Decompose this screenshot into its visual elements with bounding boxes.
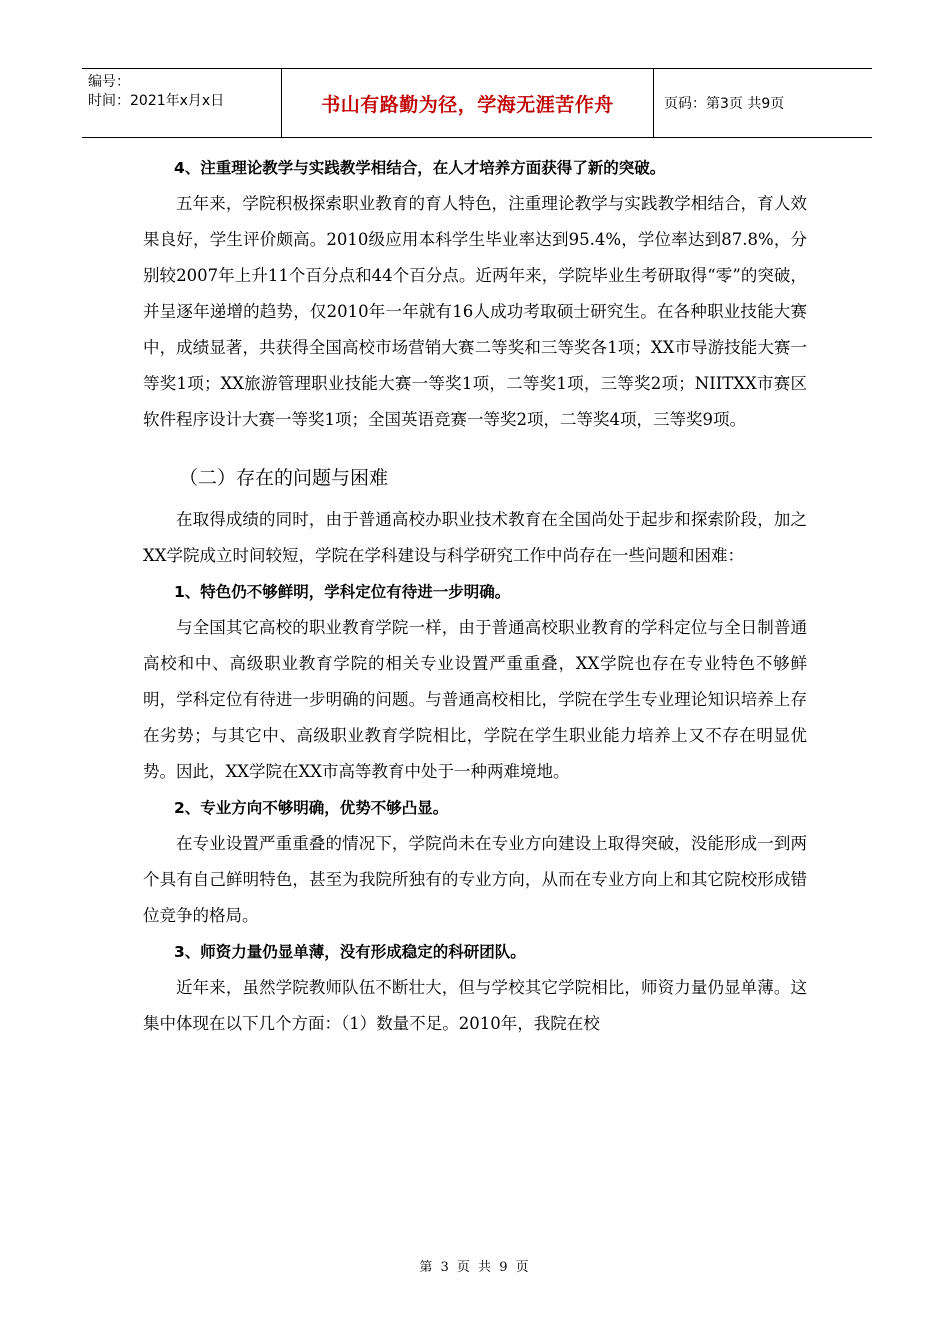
header-motto xyxy=(282,69,654,137)
time-label: 时间：2021年x月x日 xyxy=(88,93,225,109)
page-header xyxy=(82,68,872,138)
header-meta xyxy=(82,69,282,137)
heading-4: 4、注重理论教学与实践教学相结合，在人才培养方面获得了新的突破。 xyxy=(174,159,666,177)
section-heading-problems: （二）存在的问题与困难 xyxy=(179,467,389,489)
header-page-info: 页码：第3页 共9页 xyxy=(664,96,785,112)
paragraph-faculty: 近年来，虽然学院教师队伍不断壮大，但与学校其它学院相比，师资力量仍显单薄。这集中体现在以下几个方面：（1）数量不足。2010年，我院在校 xyxy=(143,978,807,1033)
heading-1: 1、特色仍不够鲜明，学科定位有待进一步明确。 xyxy=(174,583,511,601)
paragraph-problems-intro: 在取得成绩的同时，由于普通高校办职业技术教育在全国尚处于起步和探索阶段，加之XX学院成立时间较短，学院在学科建设与科学研究工作中尚存在一些问题和困难： xyxy=(143,510,807,565)
heading-3: 3、师资力量仍显单薄，没有形成稳定的科研团队。 xyxy=(174,943,526,961)
number-label: 编号： xyxy=(88,74,130,90)
page-footer: 第 3 页 共 9 页 xyxy=(419,1260,531,1275)
paragraph-positioning: 与全国其它高校的职业教育学院一样，由于普通高校职业教育的学科定位与全日制普通高校和中、高级职业教育学院的相关专业设置严重重叠，XX学院也存在专业特色不够鲜明，学科定位有待进一步明确的问题。与普通高校相比，学院在学生专业理论知识培养上存在劣势；与其它中、高级职业教育学院相比，学院在学生职业能力培养上又不存在明显优势。因此，XX学院在XX市高等教育中处于一种两难境地。 xyxy=(143,618,807,781)
paragraph-achievements: 五年来，学院积极探索职业教育的育人特色，注重理论教学与实践教学相结合，育人效果良好，学生评价颇高。2010级应用本科学生毕业率达到95.4%，学位率达到87.8%，分别较2007年上升11个百分点和44个百分点。近两年来，学院毕业生考研取得“零”的突破，并呈逐年递增的趋势，仅2010年一年就有16人成功考取硕士研究生。在各种职业技能大赛中，成绩显著，共获得全国高校市场营销大赛二等奖和三等奖各1项；XX市导游技能大赛一等奖1项；XX旅游管理职业技能大赛一等奖1项，二等奖1项，三等奖2项；NIITXX市赛区软件程序设计大赛一等奖1项；全国英语竞赛一等奖2项，二等奖4项，三等奖9项。 xyxy=(143,194,807,429)
motto-text: 书山有路勤为径，学海无涯苦作舟 xyxy=(321,93,614,116)
heading-2: 2、专业方向不够明确，优势不够凸显。 xyxy=(174,799,449,817)
document-body xyxy=(143,150,807,1042)
paragraph-direction: 在专业设置严重重叠的情况下，学院尚未在专业方向建设上取得突破，没能形成一到两个具有自己鲜明特色，甚至为我院所独有的专业方向，从而在专业方向上和其它院校形成错位竞争的格局。 xyxy=(143,834,807,925)
